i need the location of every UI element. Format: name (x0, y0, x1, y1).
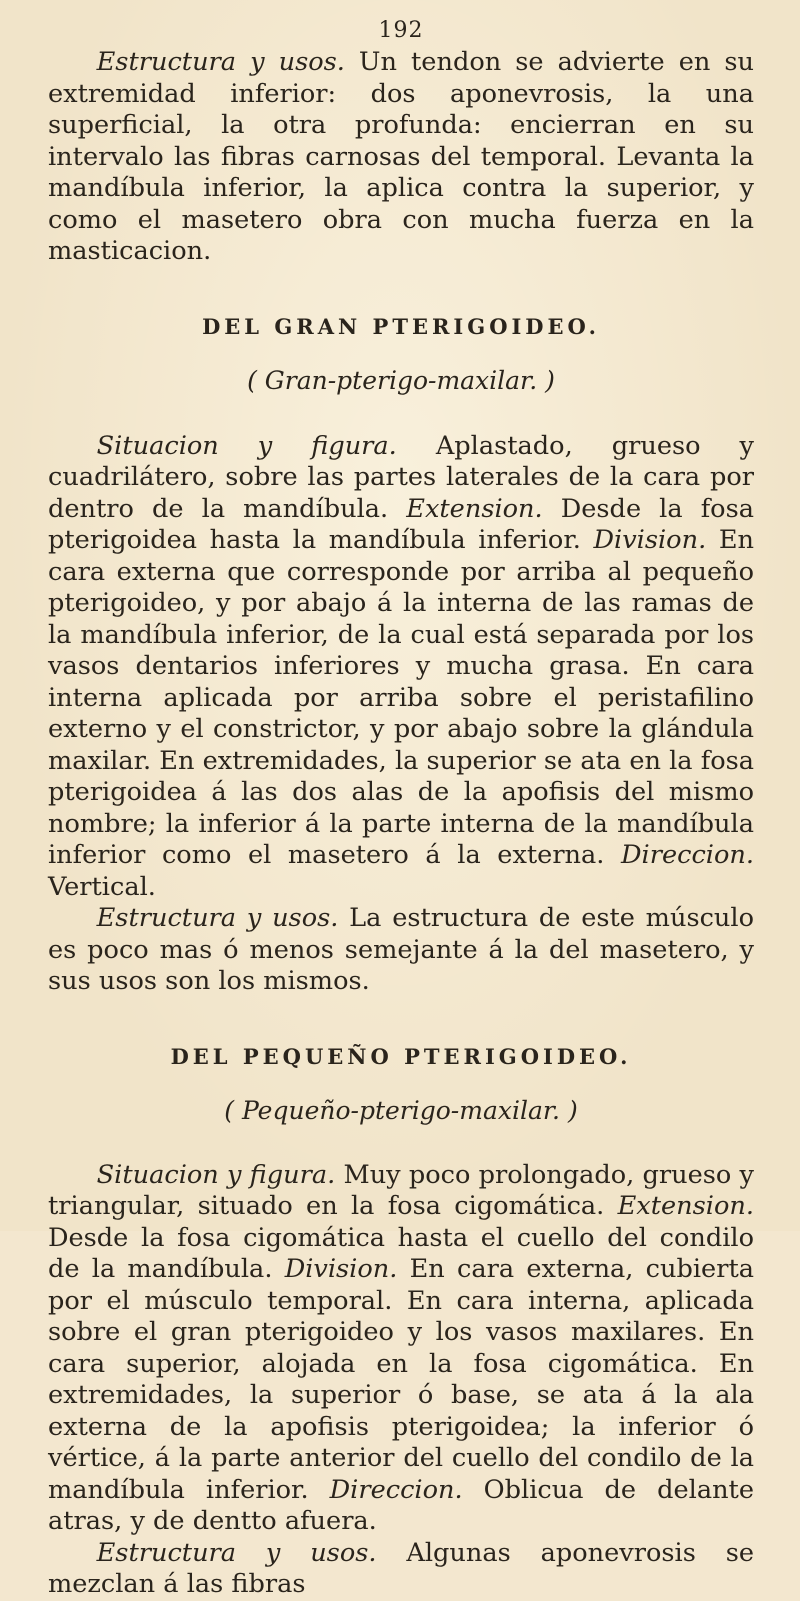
text-estructura: Algunas aponevrosis se mezclan á las fibras (48, 1537, 754, 1599)
text-situacion: Muy poco prolongado, grueso y triangular, situado en la fosa cigomática. (48, 1159, 754, 1221)
intro-text: Un tendon se advierte en su extremidad inferior: dos aponevrosis, la una superficial, la otra profunda: encierran en su intervalo las fibras carnosas del temporal. Levanta la mandíbula inferior, la aplica contra la superior, y como el masetero obra con mucha fuerza en la masticacion. (48, 47, 755, 266)
term-direccion: Direccion. (329, 1474, 463, 1505)
text-division: En cara externa que corresponde por arriba al pequeño pterigoideo, y por abajo á la interna de las ramas de la mandíbula inferior, de la cual está separada por los vasos dentarios inferiores y mucha grasa. En cara interna aplicada por arriba sobre el peristafilino externo y el constrictor, y por abajo sobre la glándula maxilar. En extremidades, la superior se ata en la fosa pterigoidea á las dos alas de la apofisis del mismo nombre; la inferior á la parte interna de la mandíbula inferior como el masetero á la externa. (48, 525, 754, 870)
term-extension: Extension. (617, 1191, 754, 1221)
intro-lead: Estructura y usos. (96, 47, 345, 77)
paragraph-situacion-pequeno (48, 1160, 754, 1538)
term-division: Division. (284, 1254, 398, 1284)
paragraph-estructura-pequeno (48, 1538, 754, 1601)
section-heading-gran-pterigoideo: DEL GRAN PTERIGOIDEO. (202, 313, 600, 339)
section-heading-pequeno-pterigoideo: DEL PEQUEÑO PTERIGOIDEO. (170, 1043, 632, 1069)
section-subheading-pequeno-pterigo-maxilar: ( Pequeño-pterigo-maxilar. ) (224, 1095, 578, 1125)
paragraph-estructura-gran (48, 903, 754, 998)
term-situacion: Situacion y figura. (96, 1159, 336, 1190)
text-direccion: Vertical. (48, 871, 156, 902)
page-number: 192 (378, 18, 424, 43)
term-estructura: Estructura y usos. (96, 1537, 377, 1568)
term-direccion: Direccion. (621, 840, 754, 870)
term-situacion: Situacion y figura. (96, 430, 397, 461)
section-subheading-gran-pterigo-maxilar: ( Gran-pterigo-maxilar. ) (247, 365, 555, 395)
term-estructura: Estructura y usos. (96, 903, 339, 933)
text-division: En cara externa, cubierta por el músculo temporal. En cara interna, aplicada sobre el gran pterigoideo y los vasos maxilares. En cara superior, alojada en la fosa cigomática. En extremidades, la superior ó base, se ata á la ala externa de la apofisis pterigoidea; la inferior ó vértice, á la parte anterior del cuello del condilo de la mandíbula inferior. (48, 1254, 754, 1505)
term-division: Division. (593, 525, 707, 555)
text-direccion: Oblicua de delante atras, y de dentto afuera. (48, 1474, 754, 1536)
paragraph-situacion-gran (48, 431, 754, 904)
text-estructura: La estructura de este músculo es poco mas ó menos semejante á la del masetero, y sus usos son los mismos. (48, 903, 754, 996)
text-extension: Desde la fosa pterigoidea hasta la mandíbula inferior. (48, 493, 754, 555)
term-extension: Extension. (406, 493, 543, 524)
intro-paragraph (48, 47, 754, 268)
text-extension: Desde la fosa cigomática hasta el cuello del condilo de la mandíbula. (48, 1222, 754, 1284)
text-situacion: Aplastado, grueso y cuadrilátero, sobre las partes laterales de la cara por dentro de la mandíbula. (48, 430, 754, 524)
